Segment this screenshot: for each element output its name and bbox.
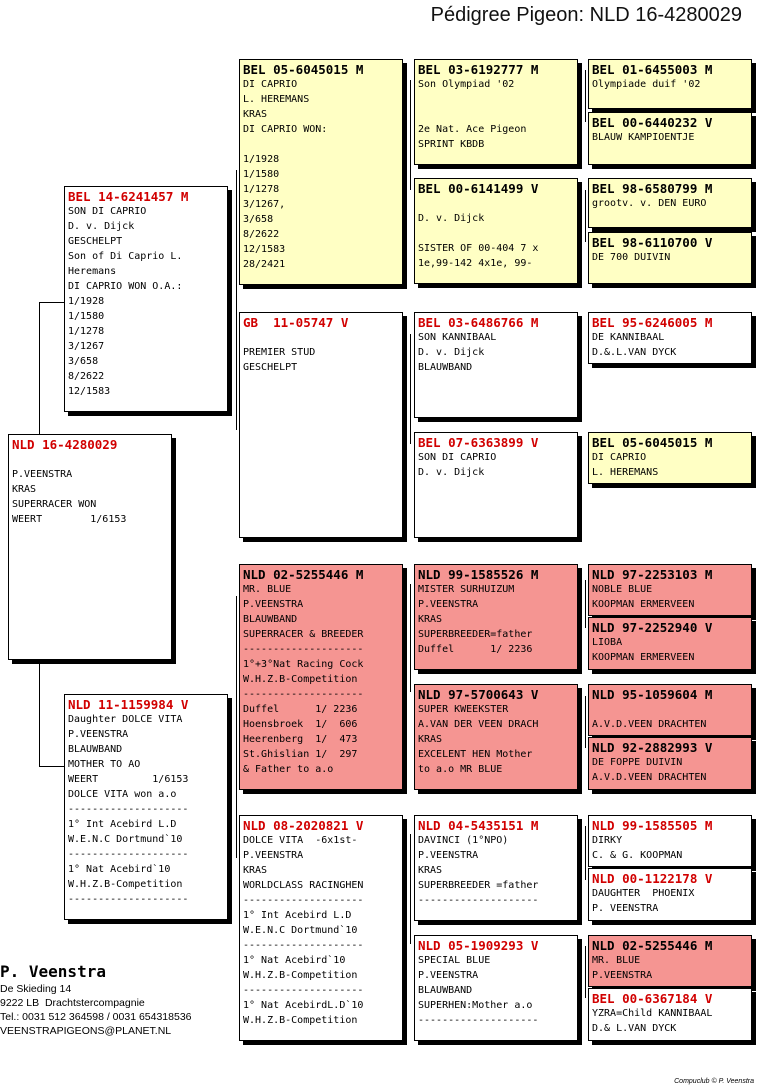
owner-email[interactable]: VEENSTRAPIGEONS@PLANET.NL bbox=[0, 1025, 172, 1037]
card-line: W.E.N.C Dortmund`10 bbox=[68, 834, 183, 845]
card-line: DE KANNIBAAL bbox=[592, 332, 665, 343]
card-line: 1° Int Acebird L.D bbox=[243, 910, 352, 921]
connector-line bbox=[39, 766, 65, 767]
card-line: KRAS bbox=[243, 865, 268, 876]
card-line: W.H.Z.B-Competition bbox=[243, 1015, 358, 1026]
card-line: BLAUWBAND bbox=[68, 744, 123, 755]
card-line: L. HEREMANS bbox=[592, 467, 659, 478]
card-line: DE 700 DUIVIN bbox=[592, 252, 671, 263]
card-line: KRAS bbox=[418, 734, 443, 745]
ring-number: NLD 08-2020821 V bbox=[243, 818, 364, 833]
card-line: DI CAPRIO WON: bbox=[243, 124, 328, 135]
pigeon-card-ssd[interactable] bbox=[414, 178, 578, 284]
card-line: SUPERRACER WON bbox=[12, 499, 97, 510]
connector-line bbox=[585, 190, 586, 242]
card-line: NOBLE BLUE bbox=[592, 584, 653, 595]
card-line: MR. BLUE bbox=[592, 955, 641, 966]
card-line: A.VAN DER VEEN DRACH bbox=[418, 719, 539, 730]
card-line: 1° Int Acebird L.D bbox=[68, 819, 177, 830]
card-line: -------------------- bbox=[243, 985, 364, 996]
card-line: grootv. v. DEN EURO bbox=[592, 198, 707, 209]
card-line: YZRA=Child KANNIBAAL bbox=[592, 1008, 713, 1019]
pigeon-card-g1[interactable] bbox=[588, 59, 752, 109]
card-line: Heremans bbox=[68, 266, 117, 277]
connector-line bbox=[585, 696, 586, 748]
card-line: KRAS bbox=[418, 614, 443, 625]
ring-number: BEL 05-6045015 M bbox=[243, 62, 364, 77]
connector-line bbox=[39, 660, 40, 766]
connector-line bbox=[410, 80, 411, 190]
ring-number: BEL 98-6110700 V bbox=[592, 235, 713, 250]
card-line: DI CAPRIO bbox=[243, 79, 298, 90]
card-line: W.E.N.C Dortmund`10 bbox=[243, 925, 358, 936]
card-line: BLAUWBAND bbox=[418, 985, 473, 996]
pigeon-card-ddd[interactable] bbox=[414, 935, 578, 1041]
card-line: 1/1580 bbox=[243, 169, 280, 180]
connector-line bbox=[410, 334, 411, 444]
card-line: -------------------- bbox=[68, 849, 189, 860]
card-line: BLAUWBAND bbox=[243, 614, 298, 625]
card-line bbox=[12, 452, 168, 467]
ring-number: NLD 00-1122178 V bbox=[592, 871, 713, 886]
card-line bbox=[243, 330, 399, 345]
card-line: 1°+3°Nat Racing Cock bbox=[243, 659, 364, 670]
card-line: 1/1928 bbox=[68, 296, 105, 307]
card-line: Duffel 1/ 2236 bbox=[243, 704, 358, 715]
connector-line bbox=[410, 584, 411, 692]
pigeon-card-dd[interactable] bbox=[239, 815, 403, 1041]
card-line: -------------------- bbox=[243, 895, 364, 906]
owner-phone: Tel.: 0031 512 364598 / 0031 654318536 bbox=[0, 1011, 192, 1023]
footer-copyright: Compuclub © P. Veenstra bbox=[674, 1078, 754, 1085]
ring-number: NLD 92-2882993 V bbox=[592, 740, 713, 755]
card-line bbox=[418, 92, 574, 107]
ring-number: NLD 99-1585526 M bbox=[418, 567, 539, 582]
card-line: DI CAPRIO bbox=[592, 452, 647, 463]
pigeon-card-g16[interactable] bbox=[588, 988, 752, 1041]
card-line: D. v. Dijck bbox=[418, 467, 485, 478]
ring-number: NLD 11-1159984 V bbox=[68, 697, 189, 712]
card-line bbox=[418, 196, 574, 211]
ring-number: BEL 95-6246005 M bbox=[592, 315, 713, 330]
card-line: -------------------- bbox=[243, 644, 364, 655]
card-line: Duffel 1/ 2236 bbox=[418, 644, 533, 655]
pigeon-card-g11[interactable] bbox=[588, 684, 752, 736]
pigeon-card-dds[interactable] bbox=[414, 815, 578, 921]
card-line: & Father to a.o bbox=[243, 764, 334, 775]
card-line: 3/1267 bbox=[68, 341, 105, 352]
connector-line bbox=[236, 170, 237, 430]
card-line: DI CAPRIO WON O.A.: bbox=[68, 281, 183, 292]
card-line: GESCHELPT bbox=[243, 362, 298, 373]
pigeon-card-g9[interactable] bbox=[588, 564, 752, 616]
card-line: A.V.D.VEEN DRACHTEN bbox=[592, 719, 707, 730]
card-line bbox=[592, 702, 748, 717]
ring-number: BEL 07-6363899 V bbox=[418, 435, 539, 450]
pigeon-card-g12[interactable] bbox=[588, 737, 752, 790]
card-line: MOTHER TO AO bbox=[68, 759, 141, 770]
card-line: D. v. Dijck bbox=[68, 221, 135, 232]
ring-number: BEL 01-6455003 M bbox=[592, 62, 713, 77]
card-line: -------------------- bbox=[243, 689, 364, 700]
card-line: SUPERBREEDER =father bbox=[418, 880, 539, 891]
ring-number: BEL 14-6241457 M bbox=[68, 189, 189, 204]
card-line: 8/2622 bbox=[243, 229, 280, 240]
card-line: DOLCE VITA won a.o bbox=[68, 789, 177, 800]
card-line: 8/2622 bbox=[68, 371, 105, 382]
card-line: Son of Di Caprio L. bbox=[68, 251, 183, 262]
card-line: 1/1278 bbox=[243, 184, 280, 195]
owner-address: De Skieding 14 bbox=[0, 983, 72, 995]
card-line: P.VEENSTRA bbox=[418, 970, 479, 981]
card-line: 1/1928 bbox=[243, 154, 280, 165]
card-line: 1e,99-142 4x1e, 99- bbox=[418, 258, 533, 269]
card-line: SUPERHEN:Mother a.o bbox=[418, 1000, 533, 1011]
card-line: D. v. Dijck bbox=[418, 347, 485, 358]
ring-number: NLD 16-4280029 bbox=[12, 437, 118, 452]
owner-postcode: 9222 LB Drachtstercompagnie bbox=[0, 997, 145, 1009]
card-line: P.VEENSTRA bbox=[592, 970, 653, 981]
card-line: KOOPMAN ERMERVEEN bbox=[592, 599, 695, 610]
pigeon-card-sss[interactable] bbox=[414, 59, 578, 165]
owner-name: P. Veenstra bbox=[0, 962, 106, 981]
connector-line bbox=[585, 580, 586, 628]
connector-line bbox=[39, 302, 40, 434]
pigeon-card-dam[interactable] bbox=[64, 694, 228, 920]
pigeon-card-sire[interactable] bbox=[64, 186, 228, 412]
card-line: -------------------- bbox=[418, 1015, 539, 1026]
ring-number: BEL 98-6580799 M bbox=[592, 181, 713, 196]
card-line: SON KANNIBAAL bbox=[418, 332, 497, 343]
card-line bbox=[418, 107, 574, 122]
pigeon-card-ss[interactable] bbox=[239, 59, 403, 285]
card-line: SON DI CAPRIO bbox=[418, 452, 497, 463]
card-line: WEERT 1/6153 bbox=[12, 514, 127, 525]
pigeon-card-g13[interactable] bbox=[588, 815, 752, 867]
pigeon-card-sdd[interactable] bbox=[414, 432, 578, 538]
card-line: Heerenberg 1/ 473 bbox=[243, 734, 358, 745]
pigeon-card-g7[interactable] bbox=[588, 432, 752, 484]
pigeon-card-g15[interactable] bbox=[588, 935, 752, 987]
card-line: WEERT 1/6153 bbox=[68, 774, 189, 785]
page-title: Pédigree Pigeon: NLD 16-4280029 bbox=[430, 4, 742, 26]
connector-line bbox=[585, 826, 586, 880]
card-line: MISTER SURHUIZUM bbox=[418, 584, 515, 595]
card-line: PREMIER STUD bbox=[243, 347, 316, 358]
ring-number: NLD 97-5700643 V bbox=[418, 687, 539, 702]
pigeon-card-dsd[interactable] bbox=[414, 684, 578, 790]
connector-line bbox=[39, 302, 65, 303]
ring-number: NLD 97-2253103 M bbox=[592, 567, 713, 582]
card-line: -------------------- bbox=[68, 804, 189, 815]
card-line: KRAS bbox=[243, 109, 268, 120]
card-line: 28/2421 bbox=[243, 259, 286, 270]
pigeon-card-sds[interactable] bbox=[414, 312, 578, 418]
pigeon-card-g3[interactable] bbox=[588, 178, 752, 228]
ring-number: BEL 00-6367184 V bbox=[592, 991, 713, 1006]
connector-line bbox=[585, 70, 586, 122]
card-line: KRAS bbox=[418, 865, 443, 876]
pigeon-card-subject[interactable] bbox=[8, 434, 172, 660]
pigeon-card-sd[interactable] bbox=[239, 312, 403, 538]
card-line: 1° Nat Acebird`10 bbox=[68, 864, 171, 875]
card-line: C. & G. KOOPMAN bbox=[592, 850, 683, 861]
card-line: 1/1278 bbox=[68, 326, 105, 337]
card-line: 1° Nat AcebirdL.D`10 bbox=[243, 1000, 364, 1011]
card-line: -------------------- bbox=[243, 940, 364, 951]
card-line bbox=[243, 137, 399, 152]
card-line: 3/1267, bbox=[243, 199, 286, 210]
ring-number: BEL 00-6440232 V bbox=[592, 115, 713, 130]
card-line: SUPERBREEDER=father bbox=[418, 629, 533, 640]
card-line: 1/1580 bbox=[68, 311, 105, 322]
connector-line bbox=[585, 946, 586, 998]
card-line: DOLCE VITA -6x1st- bbox=[243, 835, 358, 846]
card-line: WORLDCLASS RACINGHEN bbox=[243, 880, 364, 891]
card-line: 1° Nat Acebird`10 bbox=[243, 955, 346, 966]
pigeon-card-g14[interactable] bbox=[588, 868, 752, 921]
owner-info bbox=[0, 962, 192, 1038]
card-line: P.VEENSTRA bbox=[243, 599, 304, 610]
card-line: 2e Nat. Ace Pigeon bbox=[418, 124, 527, 135]
card-line: MR. BLUE bbox=[243, 584, 292, 595]
card-line: 12/1583 bbox=[68, 386, 111, 397]
card-line: P.VEENSTRA bbox=[418, 850, 479, 861]
card-line: LIOBA bbox=[592, 637, 623, 648]
card-line: Olympiade duif '02 bbox=[592, 79, 701, 90]
connector-line bbox=[236, 596, 237, 858]
connector-line bbox=[410, 834, 411, 944]
card-line: EXCELENT HEN Mother bbox=[418, 749, 533, 760]
ring-number: GB 11-05747 V bbox=[243, 315, 349, 330]
ring-number: NLD 02-5255446 M bbox=[243, 567, 364, 582]
card-line: BLAUW KAMPIOENTJE bbox=[592, 132, 695, 143]
card-line: SISTER OF 00-404 7 x bbox=[418, 243, 539, 254]
card-line bbox=[418, 226, 574, 241]
card-line: L. HEREMANS bbox=[243, 94, 310, 105]
card-line: P.VEENSTRA bbox=[68, 729, 129, 740]
card-line: DAVINCI (1°NPO) bbox=[418, 835, 509, 846]
card-line: GESCHELPT bbox=[68, 236, 123, 247]
card-line: BLAUWBAND bbox=[418, 362, 473, 373]
ring-number: BEL 05-6045015 M bbox=[592, 435, 713, 450]
card-line: KRAS bbox=[12, 484, 37, 495]
card-line: P.VEENSTRA bbox=[418, 599, 479, 610]
pigeon-card-g5[interactable] bbox=[588, 312, 752, 364]
card-line: Hoensbroek 1/ 606 bbox=[243, 719, 358, 730]
card-line: DE FOPPE DUIVIN bbox=[592, 757, 683, 768]
ring-number: NLD 04-5435151 M bbox=[418, 818, 539, 833]
card-line: D. v. Dijck bbox=[418, 213, 485, 224]
pigeon-card-dss[interactable] bbox=[414, 564, 578, 670]
card-line: SPRINT KBDB bbox=[418, 139, 485, 150]
card-line: W.H.Z.B-Competition bbox=[243, 674, 358, 685]
ring-number: BEL 03-6486766 M bbox=[418, 315, 539, 330]
pigeon-card-g4[interactable] bbox=[588, 232, 752, 284]
card-line: P. VEENSTRA bbox=[592, 903, 659, 914]
ring-number: BEL 00-6141499 V bbox=[418, 181, 539, 196]
card-line: D.&.L.VAN DYCK bbox=[592, 347, 677, 358]
card-line: -------------------- bbox=[68, 894, 189, 905]
card-line: KOOPMAN ERMERVEEN bbox=[592, 652, 695, 663]
pigeon-card-ds[interactable] bbox=[239, 564, 403, 790]
ring-number: BEL 03-6192777 M bbox=[418, 62, 539, 77]
ring-number: NLD 97-2252940 V bbox=[592, 620, 713, 635]
pigeon-card-g10[interactable] bbox=[588, 617, 752, 670]
ring-number: NLD 05-1909293 V bbox=[418, 938, 539, 953]
ring-number: NLD 95-1059604 M bbox=[592, 687, 713, 702]
card-line: 12/1583 bbox=[243, 244, 286, 255]
card-line: W.H.Z.B-Competition bbox=[243, 970, 358, 981]
card-line: SON DI CAPRIO bbox=[68, 206, 147, 217]
card-line: Son Olympiad '02 bbox=[418, 79, 515, 90]
card-line: -------------------- bbox=[418, 895, 539, 906]
card-line: St.Ghislian 1/ 297 bbox=[243, 749, 358, 760]
card-line: D.& L.VAN DYCK bbox=[592, 1023, 677, 1034]
card-line: Daughter DOLCE VITA bbox=[68, 714, 183, 725]
card-line: SUPER KWEEKSTER bbox=[418, 704, 509, 715]
card-line: to a.o MR BLUE bbox=[418, 764, 503, 775]
card-line: W.H.Z.B-Competition bbox=[68, 879, 183, 890]
card-line: 3/658 bbox=[68, 356, 99, 367]
pigeon-card-g2[interactable] bbox=[588, 112, 752, 165]
card-line: P.VEENSTRA bbox=[12, 469, 73, 480]
card-line: DIRKY bbox=[592, 835, 623, 846]
card-line: 3/658 bbox=[243, 214, 274, 225]
card-line: SUPERRACER & BREEDER bbox=[243, 629, 364, 640]
card-line: P.VEENSTRA bbox=[243, 850, 304, 861]
card-line: SPECIAL BLUE bbox=[418, 955, 491, 966]
ring-number: NLD 02-5255446 M bbox=[592, 938, 713, 953]
ring-number: NLD 99-1585505 M bbox=[592, 818, 713, 833]
card-line: DAUGHTER PHOENIX bbox=[592, 888, 695, 899]
card-line: A.V.D.VEEN DRACHTEN bbox=[592, 772, 707, 783]
